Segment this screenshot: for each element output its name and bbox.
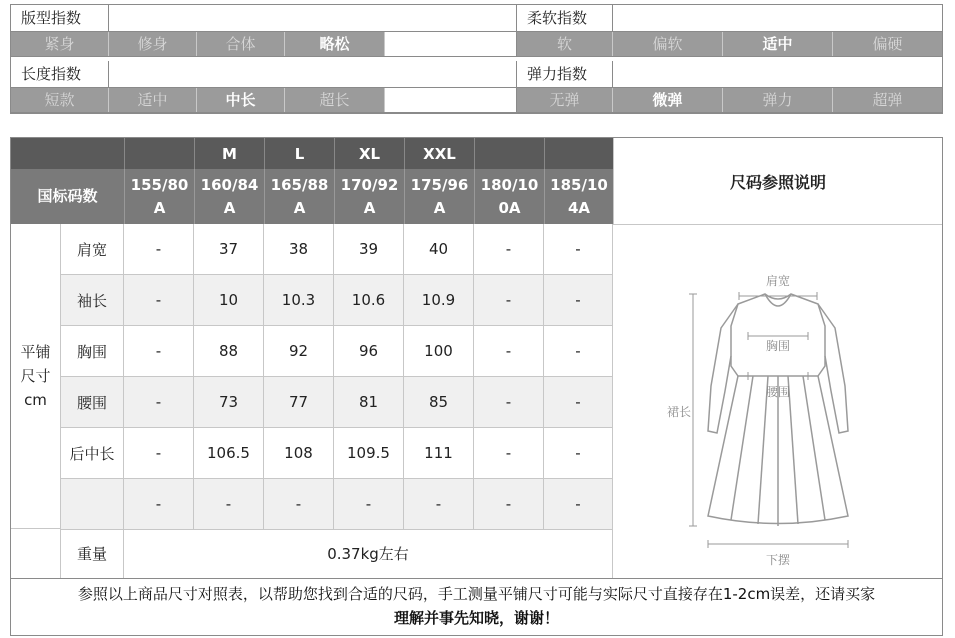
length-options-bar <box>11 87 517 113</box>
standard-3-line1: 170/92 <box>340 175 399 194</box>
softness-option-soft: 软 <box>517 32 613 56</box>
elastic-option-none: 无弹 <box>517 88 613 112</box>
size-header-corner <box>11 138 124 169</box>
row-value: 100 <box>404 326 474 377</box>
softness-index-label: 柔软指数 <box>517 5 613 31</box>
elastic-index-label: 弹力指数 <box>517 61 613 87</box>
footer-note-line1: 参照以上商品尺寸对照表，以帮助您找到合适的尺码，手工测量平铺尺寸可能与实际尺寸直接存在1-2cm误差，还请买家 <box>77 585 876 603</box>
row-value: 39 <box>334 224 404 275</box>
fit-option-regular: 合体 <box>197 32 285 56</box>
row-value: - <box>544 479 613 530</box>
elastic-option-elastic: 弹力 <box>723 88 833 112</box>
row-value: - <box>474 275 544 326</box>
row-label: 腰围 <box>61 377 124 428</box>
elastic-index-blank <box>613 61 942 87</box>
row-value: - <box>124 275 194 326</box>
row-value: - <box>474 428 544 479</box>
row-value: 10 <box>194 275 264 326</box>
length-option-midi-selected: 中长 <box>197 88 285 112</box>
row-value: - <box>124 326 194 377</box>
row-value: 37 <box>194 224 264 275</box>
dress-measurement-diagram <box>613 226 942 576</box>
row-value: - <box>544 326 613 377</box>
elastic-option-super: 超弹 <box>872 91 903 109</box>
row-value: 88 <box>194 326 264 377</box>
length-index-blank <box>109 61 517 87</box>
standard-0-line2: A <box>153 198 166 217</box>
elastic-option-slight-selected: 微弹 <box>613 88 723 112</box>
weight-value: 0.37kg左右 <box>124 529 613 578</box>
length-option-short: 短款 <box>11 88 109 112</box>
row-label: 肩宽 <box>61 224 124 275</box>
standard-5-line1: 180/10 <box>480 175 539 194</box>
row-value: - <box>474 479 544 530</box>
standard-col-5 <box>474 169 544 224</box>
row-value: - <box>544 275 613 326</box>
fit-option-tight: 紧身 <box>11 32 109 56</box>
row-value: - <box>194 479 264 530</box>
row-value: 109.5 <box>334 428 404 479</box>
index-panel <box>10 4 943 114</box>
standard-1-line1: 160/84 <box>200 175 259 194</box>
standard-header: 国标码数 <box>11 169 124 224</box>
row-value: - <box>544 428 613 479</box>
footer-note-line2: 理解并事先知晓，谢谢！ <box>393 609 559 627</box>
footer-note <box>10 578 943 636</box>
standard-2-line1: 165/88 <box>270 175 329 194</box>
standard-col-3 <box>334 169 404 224</box>
size-header-m: M <box>194 138 264 169</box>
weight-label: 重量 <box>61 529 124 578</box>
row-value: 92 <box>264 326 334 377</box>
standard-1-line2: A <box>223 198 236 217</box>
softness-option-firm: 偏硬 <box>872 35 903 53</box>
fit-options-bar <box>11 31 517 57</box>
standard-col-0 <box>124 169 194 224</box>
softness-index-blank <box>613 5 942 31</box>
standard-2-line2: A <box>293 198 306 217</box>
row-value: 10.3 <box>264 275 334 326</box>
row-value: 85 <box>404 377 474 428</box>
dress-illustration <box>613 226 942 576</box>
diagram-shoulder-label: 肩宽 <box>765 274 791 288</box>
row-value: - <box>544 377 613 428</box>
row-value: 10.9 <box>404 275 474 326</box>
diagram-chest-label: 胸围 <box>765 339 791 353</box>
row-label: 袖长 <box>61 275 124 326</box>
size-header-xxl: XXL <box>404 138 474 169</box>
row-value: - <box>124 479 194 530</box>
standard-3-line2: A <box>363 198 376 217</box>
row-value: 10.6 <box>334 275 404 326</box>
flat-size-group-label <box>11 224 61 529</box>
softness-option-slightly-soft: 偏软 <box>613 32 723 56</box>
row-value: 108 <box>264 428 334 479</box>
fit-index-blank <box>109 5 517 31</box>
standard-5-line2: 0A <box>498 198 521 217</box>
softness-option-medium-selected: 适中 <box>723 32 833 56</box>
group-label-line2: 尺寸 <box>20 367 51 385</box>
row-value: - <box>124 428 194 479</box>
size-header-5 <box>474 138 544 169</box>
length-option-medium: 适中 <box>109 88 197 112</box>
length-options-blank <box>385 88 517 112</box>
fit-option-loose-selected: 略松 <box>285 32 385 56</box>
size-table <box>10 137 943 579</box>
row-label <box>61 479 124 530</box>
row-label: 胸围 <box>61 326 124 377</box>
fit-index-label: 版型指数 <box>11 5 109 31</box>
row-value: 40 <box>404 224 474 275</box>
row-value: 73 <box>194 377 264 428</box>
standard-col-6 <box>544 169 613 224</box>
diagram-hem-label: 下摆 <box>765 553 791 567</box>
standard-6-line1: 185/10 <box>550 175 608 194</box>
standard-0-line1: 155/80 <box>130 175 189 194</box>
row-value: 38 <box>264 224 334 275</box>
row-value: - <box>264 479 334 530</box>
row-value: - <box>474 224 544 275</box>
row-value: - <box>124 377 194 428</box>
row-value: 77 <box>264 377 334 428</box>
group-label-line3: cm <box>24 391 47 409</box>
row-value: - <box>124 224 194 275</box>
size-header-xl: XL <box>334 138 404 169</box>
row-value: - <box>474 326 544 377</box>
row-value: - <box>544 224 613 275</box>
softness-options-bar <box>517 31 942 57</box>
standard-col-2 <box>264 169 334 224</box>
row-value: 96 <box>334 326 404 377</box>
diagram-length-label: 裙长 <box>666 405 692 419</box>
length-option-long: 超长 <box>285 88 385 112</box>
size-header-0 <box>124 138 194 169</box>
row-value: 106.5 <box>194 428 264 479</box>
standard-4-line1: 175/96 <box>410 175 469 194</box>
standard-col-4 <box>404 169 474 224</box>
size-header-6 <box>544 138 613 169</box>
row-value: - <box>404 479 474 530</box>
standard-col-1 <box>194 169 264 224</box>
elastic-options-bar <box>517 87 942 113</box>
standard-6-line2: 4A <box>567 198 591 217</box>
row-value: - <box>474 377 544 428</box>
row-value: 81 <box>334 377 404 428</box>
reference-title: 尺码参照说明 <box>613 138 942 225</box>
row-label: 后中长 <box>61 428 124 479</box>
size-header-l: L <box>264 138 334 169</box>
standard-4-line2: A <box>433 198 446 217</box>
fit-options-blank <box>385 32 517 56</box>
row-value: - <box>334 479 404 530</box>
group-label-line1: 平铺 <box>20 343 51 361</box>
fit-option-slim: 修身 <box>109 32 197 56</box>
row-value: 111 <box>404 428 474 479</box>
length-index-label: 长度指数 <box>11 61 109 87</box>
weight-left-blank <box>11 529 61 578</box>
diagram-waist-label: 腰围 <box>765 385 791 399</box>
